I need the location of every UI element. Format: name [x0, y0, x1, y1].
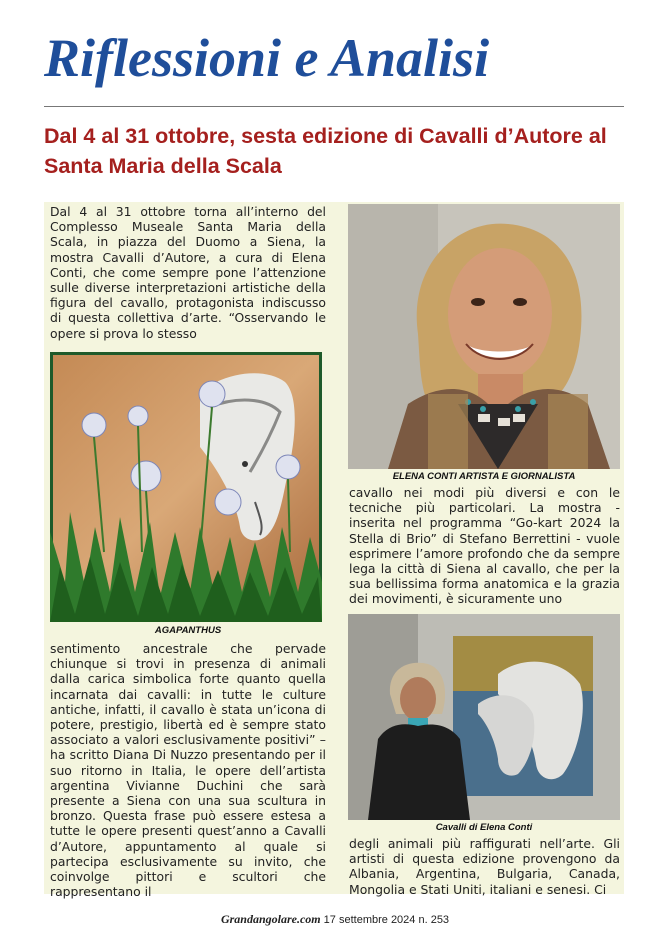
- footer-site-name: Grandangolare.com: [220, 912, 321, 926]
- elena-conti-portrait-image: [348, 204, 620, 469]
- painting-caption: AGAPANTHUS: [154, 625, 222, 636]
- article-text-column-1b: sentimento ancestrale che pervade chiunque si trovi in presenza di animali dalla carica simbolica forte quanto quella incarnata dai cavalli: in tutte le culture antiche, infatti, il cavallo è stata un’icona di potere, prestigio, libertà ed è sempre stato associato a valori esclusivamente positivi” – ha scritto Diana Di Nuzzo presentando per il suo ritorno in Italia, le opere dell’artista argentina Vivianne Duchini che sarà presente a Siena con una sua scultura in bronzo. Questa frase può essere estesa a tutte le opere presenti quest’anno a Cavalli d’Autore, appuntamento al quale si partecipa esclusivamente su invito, che coinvolge pittori e scultori che rappresentano il: [50, 641, 326, 900]
- article-text-column-1a: Dal 4 al 31 ottobre torna all’interno del Complesso Museale Santa Maria della Scala, in piazza del Duomo a Siena, la mostra Cavalli d’Autore, a cura di Elena Conti, che come sempre pone l’attenzione sulle diverse interpretazioni artistiche della figura del cavallo, protagonista indiscusso di questa collettiva d’arte. “Osservando le opere si prova lo stesso: [50, 204, 326, 341]
- portrait-caption: ELENA CONTI ARTISTA E GIORNALISTA: [392, 471, 576, 482]
- masthead: Riflessioni e Analisi: [44, 28, 490, 88]
- divider: [44, 106, 624, 107]
- cavalli-elena-conti-photo: [348, 614, 620, 820]
- footer-issue-info: 17 settembre 2024 n. 253: [320, 914, 450, 926]
- article-text-column-2b: degli animali più raffigurati nell’arte. Gli artisti di questa edizione provengono da Albania, Argentina, Bulgaria, Canada, Mongolia e Stati Uniti, italiani e senesi. Ci: [349, 836, 620, 897]
- article-text-column-2a: cavallo nei modi più diversi e con le tecniche più particolari. La mostra - inserita nel programma “Go-kart 2024 la Stella di Brio” di Stefano Berrettini - vuole esprimere l’amore profondo che da sempre lega la città di Siena al cavallo, che per la sua bellissima forma anatomica e la grazia dei movimenti, è sicuramente uno: [349, 485, 620, 607]
- article-headline: Dal 4 al 31 ottobre, sesta edizione di Cavalli d’Autore al Santa Maria della Scala: [44, 124, 607, 178]
- photo2-caption: Cavalli di Elena Conti: [435, 822, 533, 833]
- page-footer: [0, 912, 670, 927]
- agapanthus-painting-image: [50, 352, 322, 622]
